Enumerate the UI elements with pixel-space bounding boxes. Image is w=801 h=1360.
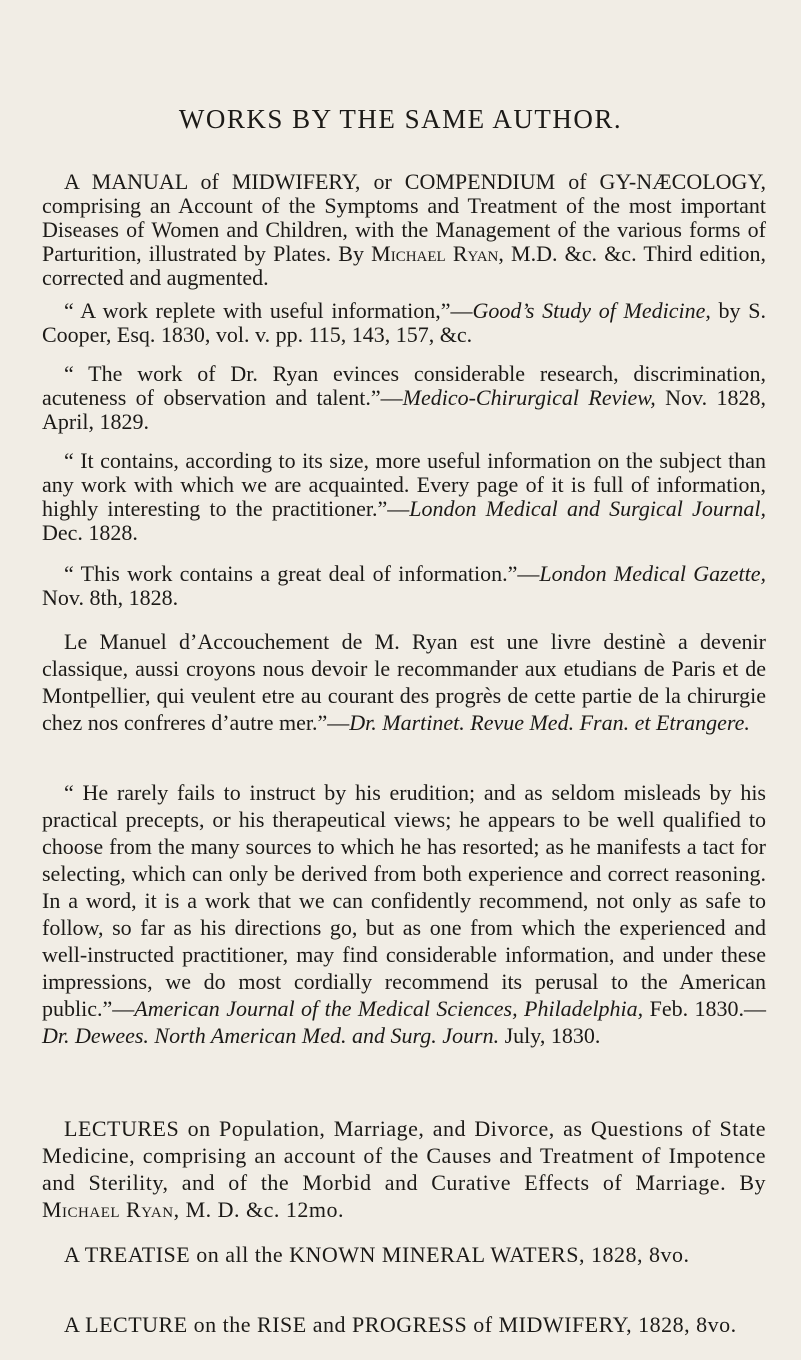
review-quote: “ A work replete with useful information,”— [64,298,473,323]
lectures-tail: , M. D. &c. 12mo. [173,1197,345,1222]
review-tail: July, 1830. [499,1023,601,1048]
entry-lecture [42,1311,766,1338]
entry-treatise [42,1241,766,1268]
review-tail: Nov. 8th, 1828. [42,585,179,610]
entry-manual [42,170,766,290]
review-source: London Medical Gazette, [539,561,766,586]
review-tail: Dec. 1828. [42,520,138,545]
review-quote: “ He rarely fails to instruct by his erudition; and as seldom misleads by his practical precepts, or his therapeutical views; he appears to be well qualified to choose from the many sources to which he has resorted; as he manifests a tact for selecting, which can only be derived from both experience and correct reasoning. In a word, it is a work that we can confidently recommend, not only as safe to follow, so far as his directions go, but as one from which the experienced and well-instructed practitioner, may find considerable information, and under these impressions, we do most cordially recommend its perusal to the American public.”— [42,780,766,1021]
review-source: London Medical and Surgical Journal, [409,496,766,521]
review-french [42,628,766,736]
review-gazette [42,562,766,610]
review-source: Dr. Martinet. Revue Med. Fran. et Etrangere. [349,710,750,735]
review-quote: “ It contains, according to its size, more useful information on the subject than any work with which we are acquainted. Every page of it is full of information, highly interesting to the practitioner.”— [42,448,766,521]
review-mid: Feb. 1830.— [643,996,766,1021]
lectures-body: LECTURES on Population, Marriage, and Divorce, as Questions of State Medicine, comprising an account of the Causes and Treatment of Impotence and Sterility, and of the Morbid and Curative Effects of Marriage. By [42,1116,766,1195]
review-london-journal [42,449,766,545]
review-source-2: Dr. Dewees. North American Med. and Surg. Journ. [42,1023,500,1048]
review-source: Good’s Study of Medicine, [472,298,711,323]
lectures-author: Michael Ryan [42,1197,174,1222]
page-heading: WORKS BY THE SAME AUTHOR. [178,104,623,134]
manual-title: A MANUAL of MIDWIFERY, or COMPENDIUM of GY-NÆCOLOGY, [64,169,766,194]
treatise-body: A TREATISE on all the KNOWN MINERAL WATERS, 1828, 8vo. [64,1242,690,1267]
review-good [42,299,766,347]
manual-author: Michael Ryan [371,241,499,266]
review-quote: “ This work contains a great deal of information.”— [64,561,540,586]
review-tail: Nov. 1828, April, 1829. [42,385,766,434]
lecture-body: A LECTURE on the RISE and PROGRESS of MIDWIFERY, 1828, 8vo. [64,1312,737,1337]
review-quote: Le Manuel d’Accouchement de M. Ryan est une livre destinè a devenir classique, aussi croyons nous devoir le recommander aux etudians de Paris et de Montpellier, qui veulent etre au courant des progrès de cette partie de la chirurgie chez nos confreres d’autre mer.”— [42,629,766,735]
review-tail: by S. Cooper, Esq. 1830, vol. v. pp. 115, 143, 157, &c. [42,298,766,347]
manual-body: comprising an Account of the Symptoms and Treatment of the most important Diseases of Women and Children, with the Management of the various forms of Parturition, illustrated by Plates. By [42,193,766,266]
review-source: American Journal of the Medical Sciences, Philadelphia, [134,996,644,1021]
manual-tail: , M.D. &c. &c. Third edition, corrected and augmented. [42,241,766,290]
entry-lectures [42,1115,766,1223]
review-quote: “ The work of Dr. Ryan evinces considerable research, discrimination, acuteness of observation and talent.”— [42,361,766,410]
review-medico [42,362,766,434]
review-source: Medico-Chirurgical Review, [402,385,656,410]
review-american [42,779,766,1049]
